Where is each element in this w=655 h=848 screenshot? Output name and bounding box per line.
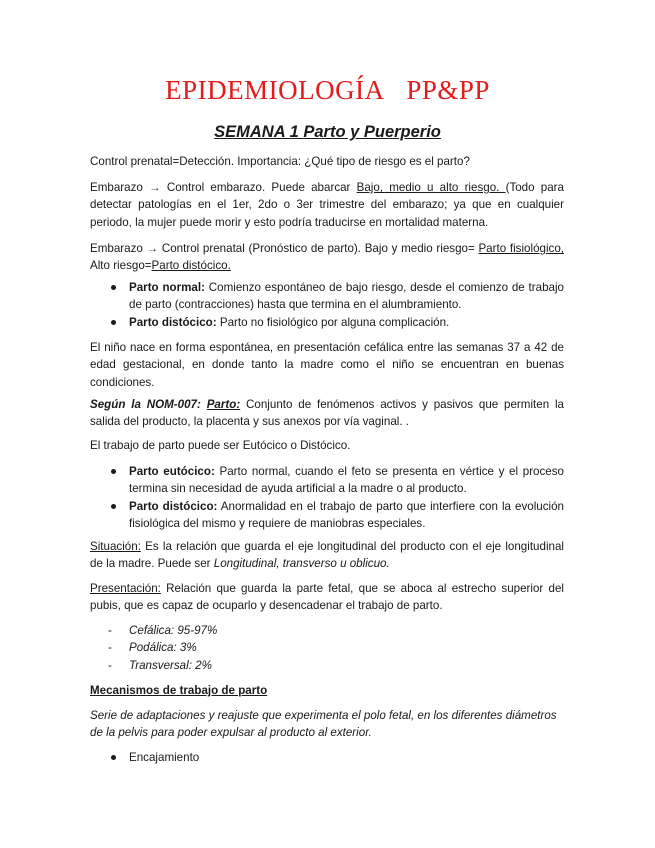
p2-risk-levels: Bajo, medio u alto riesgo. bbox=[356, 181, 506, 194]
list-item: - Podálica: 3% bbox=[108, 641, 197, 655]
birth-types-list bbox=[90, 279, 564, 331]
list-item bbox=[90, 314, 564, 331]
list-item: - Cefálica: 95-97% bbox=[108, 624, 218, 637]
title-main: EPIDEMIOLOGÍA bbox=[165, 75, 385, 105]
list-item-text: Anormalidad en el trabajo de parto que interfiere con la evolución fisiológica del mismo y requiere de maniobras especiales. bbox=[129, 499, 564, 531]
list-item-text: Transversal: 2% bbox=[129, 658, 212, 672]
paragraph-pregnancy-control bbox=[90, 179, 564, 231]
paragraph-labor-types: El trabajo de parto puede ser Eutócico o Distócico. bbox=[90, 439, 351, 452]
document-title bbox=[0, 74, 655, 106]
presentation-percentages-list bbox=[90, 622, 564, 674]
list-item: - Transversal: 2% bbox=[108, 658, 212, 672]
paragraph-nom-definition bbox=[90, 396, 564, 431]
p2-text-b: (Todo para detectar patologías en el 1er, 2do o 3er trimestre del embarazo; ya que en cualquier periodo, la mujer puede morir y esto podría traducirse en mortalidad materna. bbox=[90, 181, 564, 229]
situation-term: Situación: bbox=[90, 540, 141, 553]
situation-types: Longitudinal, transverso u oblicuo. bbox=[213, 557, 390, 571]
list-item-term: Parto distócico: bbox=[129, 499, 218, 513]
p3-physiological: Parto fisiológico, bbox=[478, 242, 565, 255]
p3-text-a: Embarazo → Control prenatal (Pronóstico de parto). Bajo y medio riesgo= bbox=[90, 242, 479, 255]
list-item bbox=[90, 463, 564, 498]
p3-text-b: Alto riesgo= bbox=[90, 259, 152, 273]
section-heading: Mecanismos de trabajo de parto bbox=[90, 684, 268, 697]
paragraph-prenatal-prognosis bbox=[90, 240, 564, 275]
list-item-text: Parto no fisiológico por alguna complicación. bbox=[216, 315, 450, 329]
nom-term: Parto: bbox=[206, 398, 241, 411]
section-intro: Serie de adaptaciones y reajuste que experimenta el polo fetal, en los diferentes diámetros de la pelvis para poder expulsar al producto al exterior. bbox=[90, 709, 557, 740]
list-item bbox=[90, 279, 564, 314]
nom-lead: Según la NOM-007: bbox=[90, 398, 207, 411]
p3-dystocic: Parto distócico. bbox=[151, 259, 231, 273]
list-item-text: Cefálica: 95-97% bbox=[129, 624, 218, 637]
mechanisms-list bbox=[90, 749, 564, 766]
list-item-text: Parto normal, cuando el feto se presenta en vértice y el proceso termina sin necesidad de ayuda artificial a la madre o al producto. bbox=[129, 465, 564, 496]
p2-text-a: Embarazo → Control embarazo. Puede abarcar bbox=[90, 181, 357, 194]
paragraph-spontaneous-birth: El niño nace en forma espontánea, en presentación cefálica entre las semanas 37 a 42 de edad gestacional, en donde tanto la madre como el niño se encuentran en buenas condiciones. bbox=[90, 341, 564, 389]
presentation-text: Relación que guarda la parte fetal, que se aboca al estrecho superior del pubis, que es capaz de ocuparlo y desencadenar el trabajo de parto. bbox=[90, 582, 564, 613]
document-subtitle: SEMANA 1 Parto y Puerperio bbox=[214, 123, 441, 141]
list-item-term: Parto normal: bbox=[129, 281, 205, 294]
labor-types-list bbox=[90, 463, 564, 533]
paragraph-prenatal-control: Control prenatal=Detección. Importancia: ¿Qué tipo de riesgo es el parto? bbox=[90, 155, 470, 168]
presentation-term: Presentación: bbox=[90, 582, 161, 595]
list-item-term: Parto distócico: bbox=[129, 315, 217, 329]
title-sub: PP&PP bbox=[406, 75, 490, 105]
list-item-text: Podálica: 3% bbox=[129, 641, 197, 655]
list-item bbox=[90, 498, 564, 533]
situation-text: Es la relación que guarda el eje longitudinal del producto con el eje longitudinal de la madre. Puede ser bbox=[90, 540, 564, 571]
list-item-term: Parto eutócico: bbox=[129, 465, 215, 478]
list-item: Encajamiento bbox=[90, 749, 564, 766]
paragraph-presentation bbox=[90, 580, 564, 615]
paragraph-situation bbox=[90, 538, 564, 573]
nom-text: Conjunto de fenómenos activos y pasivos que permiten la salida del producto, la placenta y sus anexos por vía vaginal. . bbox=[90, 398, 564, 429]
list-item-text: Comienzo espontáneo de bajo riesgo, desde el comienzo de trabajo de parto (contracciones) hasta que termina en el alumbramiento. bbox=[129, 281, 565, 312]
